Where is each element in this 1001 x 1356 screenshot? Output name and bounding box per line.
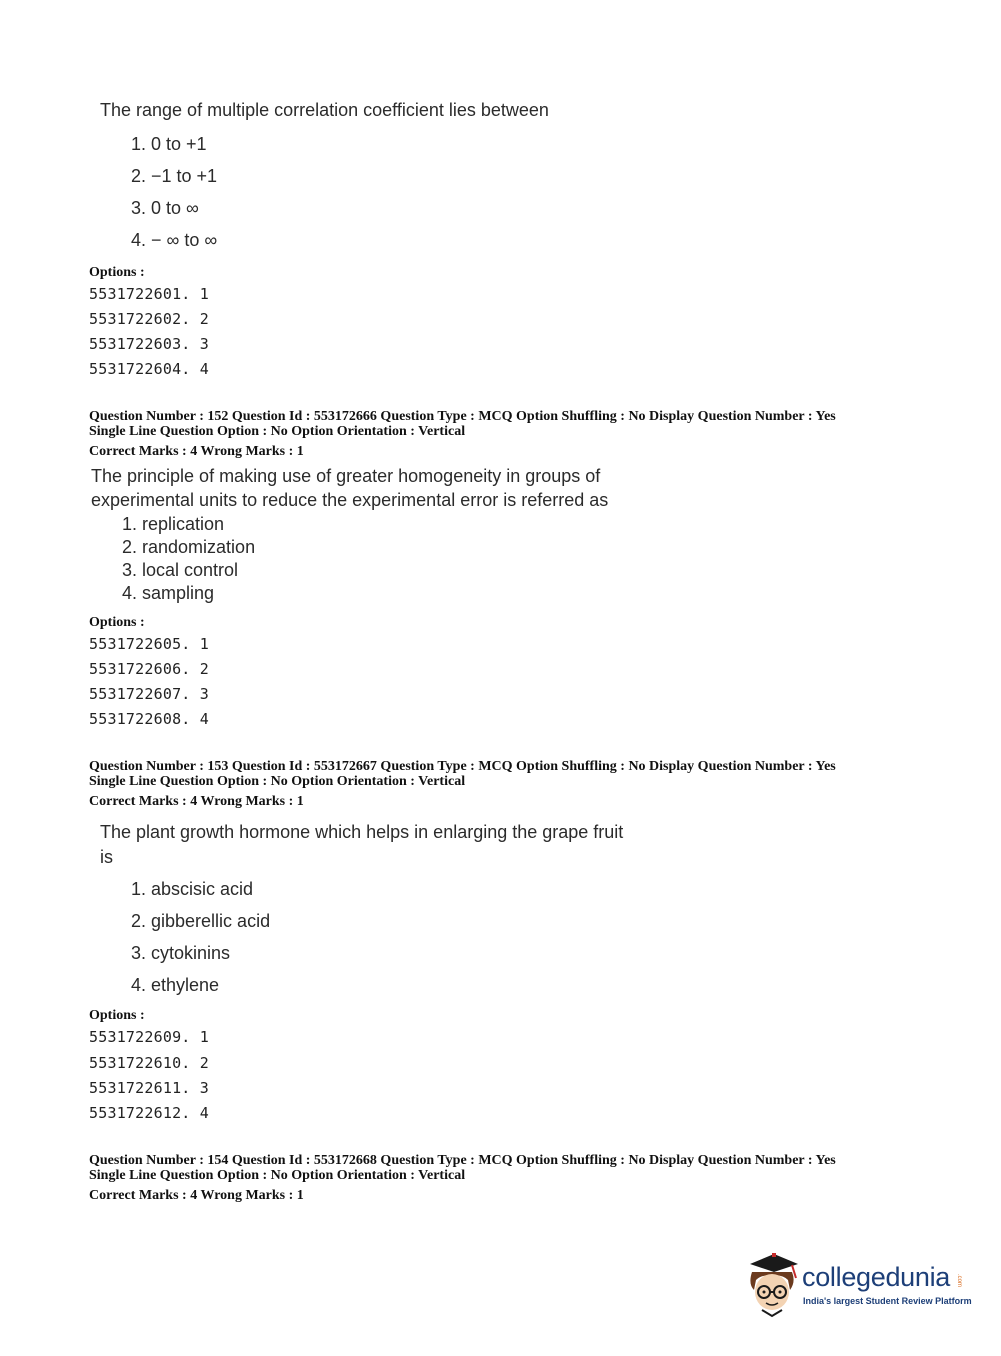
question-meta: Question Number : 153 Question Id : 553172667 Question Type : MCQ Option Shuffling : No Display Question Number : Yes [89,759,836,774]
question-text: experimental units to reduce the experimental error is referred as [91,490,609,510]
question-text: The range of multiple correlation coefficient lies between [100,100,549,120]
question-marks: Correct Marks : 4 Wrong Marks : 1 [89,444,304,459]
logo-suffix: .com [956,1274,962,1288]
choice-2: 2. −1 to +1 [131,166,218,186]
choice-3: 3. 0 to ∞ [131,198,199,218]
question-meta-options: Single Line Question Option : No Option Orientation : Vertical [89,1168,466,1183]
question-meta-options: Single Line Question Option : No Option Orientation : Vertical [89,424,466,439]
question-meta-options: Single Line Question Option : No Option Orientation : Vertical [89,774,466,789]
choice-1: 1. abscisic acid [131,879,254,899]
choice-3: 3. local control [122,560,239,580]
option-id: 5531722610. 2 [89,1054,209,1072]
question-text: is [100,847,113,867]
logo-wordmark: collegedunia [802,1262,951,1292]
option-id: 5531722609. 1 [89,1028,209,1046]
choice-1: 1. replication [122,514,225,534]
question-meta: Question Number : 152 Question Id : 553172666 Question Type : MCQ Option Shuffling : No Display Question Number : Yes [89,409,836,424]
choice-3: 3. cytokinins [131,943,231,963]
options-label: Options : [89,265,145,280]
option-id: 5531722603. 3 [89,335,209,353]
options-label: Options : [89,615,145,630]
option-id: 5531722611. 3 [89,1079,209,1097]
options-label: Options : [89,1008,145,1023]
choice-4: 4. sampling [122,583,215,603]
question-marks: Correct Marks : 4 Wrong Marks : 1 [89,794,304,809]
option-id: 5531722607. 3 [89,685,209,703]
collegedunia-logo [742,1250,972,1320]
question-text: The plant growth hormone which helps in enlarging the grape fruit [100,822,624,842]
option-id: 5531722606. 2 [89,660,209,678]
choice-2: 2. randomization [122,537,256,557]
question-meta: Question Number : 154 Question Id : 553172668 Question Type : MCQ Option Shuffling : No Display Question Number : Yes [89,1153,836,1168]
mascot-icon [742,1250,802,1320]
question-text: The principle of making use of greater homogeneity in groups of [91,466,601,486]
choice-4: 4. − ∞ to ∞ [131,230,218,250]
question-marks: Correct Marks : 4 Wrong Marks : 1 [89,1188,304,1203]
option-id: 5531722602. 2 [89,310,209,328]
choice-1: 1. 0 to +1 [131,134,207,154]
option-id: 5531722608. 4 [89,710,209,728]
option-id: 5531722601. 1 [89,285,209,303]
option-id: 5531722605. 1 [89,635,209,653]
option-id: 5531722604. 4 [89,360,209,378]
option-id: 5531722612. 4 [89,1104,209,1122]
choice-4: 4. ethylene [131,975,220,995]
choice-2: 2. gibberellic acid [131,911,271,931]
logo-tagline: India's largest Student Review Platform [803,1296,972,1306]
